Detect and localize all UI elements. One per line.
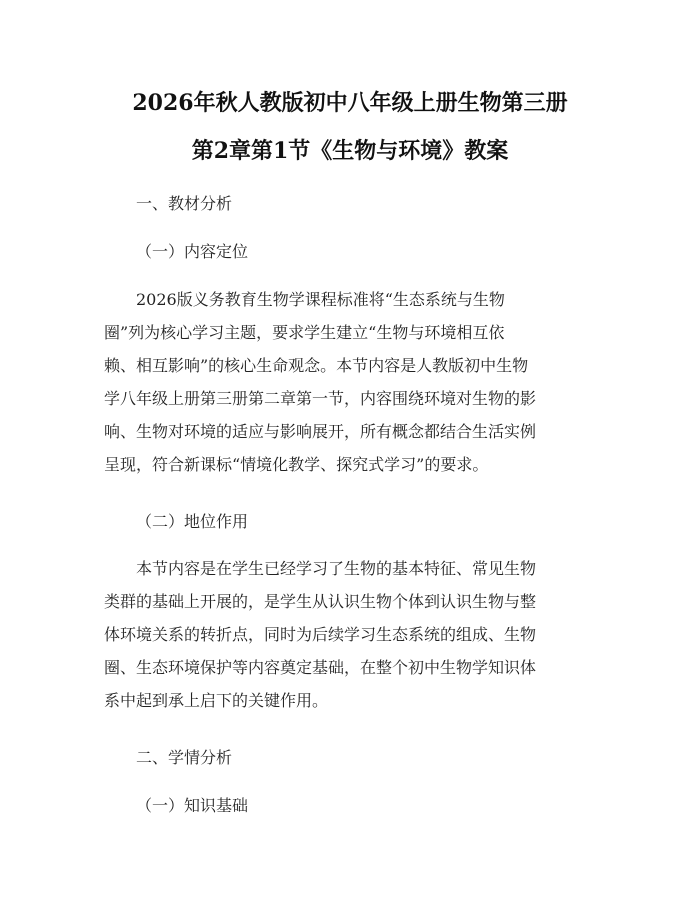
- paragraph-line: 系中起到承上启下的关键作用。: [104, 691, 329, 710]
- section-heading-student-analysis: 二、学情分析: [136, 748, 233, 767]
- paragraph-line: 响、生物对环境的适应与影响展开，所有概念都结合生活实例: [104, 422, 537, 441]
- paragraph-line: 圈、生态环境保护等内容奠定基础，在整个初中生物学知识体: [104, 658, 537, 677]
- document-title-line-2: 第2章第1节《生物与环境》教案: [191, 138, 509, 164]
- paragraph-content-positioning: [104, 288, 604, 486]
- paragraph-line: 学八年级上册第三册第二章第一节，内容围绕环境对生物的影: [104, 389, 537, 408]
- paragraph-line: 圈”列为核心学习主题，要求学生建立“生物与环境相互依: [104, 323, 505, 342]
- document-title-line-1: 2026年秋人教版初中八年级上册生物第三册: [132, 90, 568, 116]
- paragraph-line: 本节内容是在学生已经学习了生物的基本特征、常见生物: [104, 559, 537, 578]
- paragraph-line: 呈现，符合新课标“情境化教学、探究式学习”的要求。: [104, 455, 489, 474]
- paragraph-line: 体环境关系的转折点，同时为后续学习生态系统的组成、生物: [104, 625, 537, 644]
- paragraph-line: 赖、相互影响”的核心生命观念。本节内容是人教版初中生物: [104, 356, 529, 375]
- section-heading-textbook-analysis: 一、教材分析: [136, 194, 233, 213]
- subheading-content-positioning: （一）内容定位: [136, 242, 249, 261]
- subheading-role-and-position: （二）地位作用: [136, 512, 249, 531]
- paragraph-role-and-position: [104, 557, 604, 722]
- subheading-knowledge-foundation: （一）知识基础: [136, 796, 249, 815]
- paragraph-line: 类群的基础上开展的，是学生从认识生物个体到认识生物与整: [104, 592, 537, 611]
- paragraph-line: 2026版义务教育生物学课程标准将“生态系统与生物: [104, 290, 505, 309]
